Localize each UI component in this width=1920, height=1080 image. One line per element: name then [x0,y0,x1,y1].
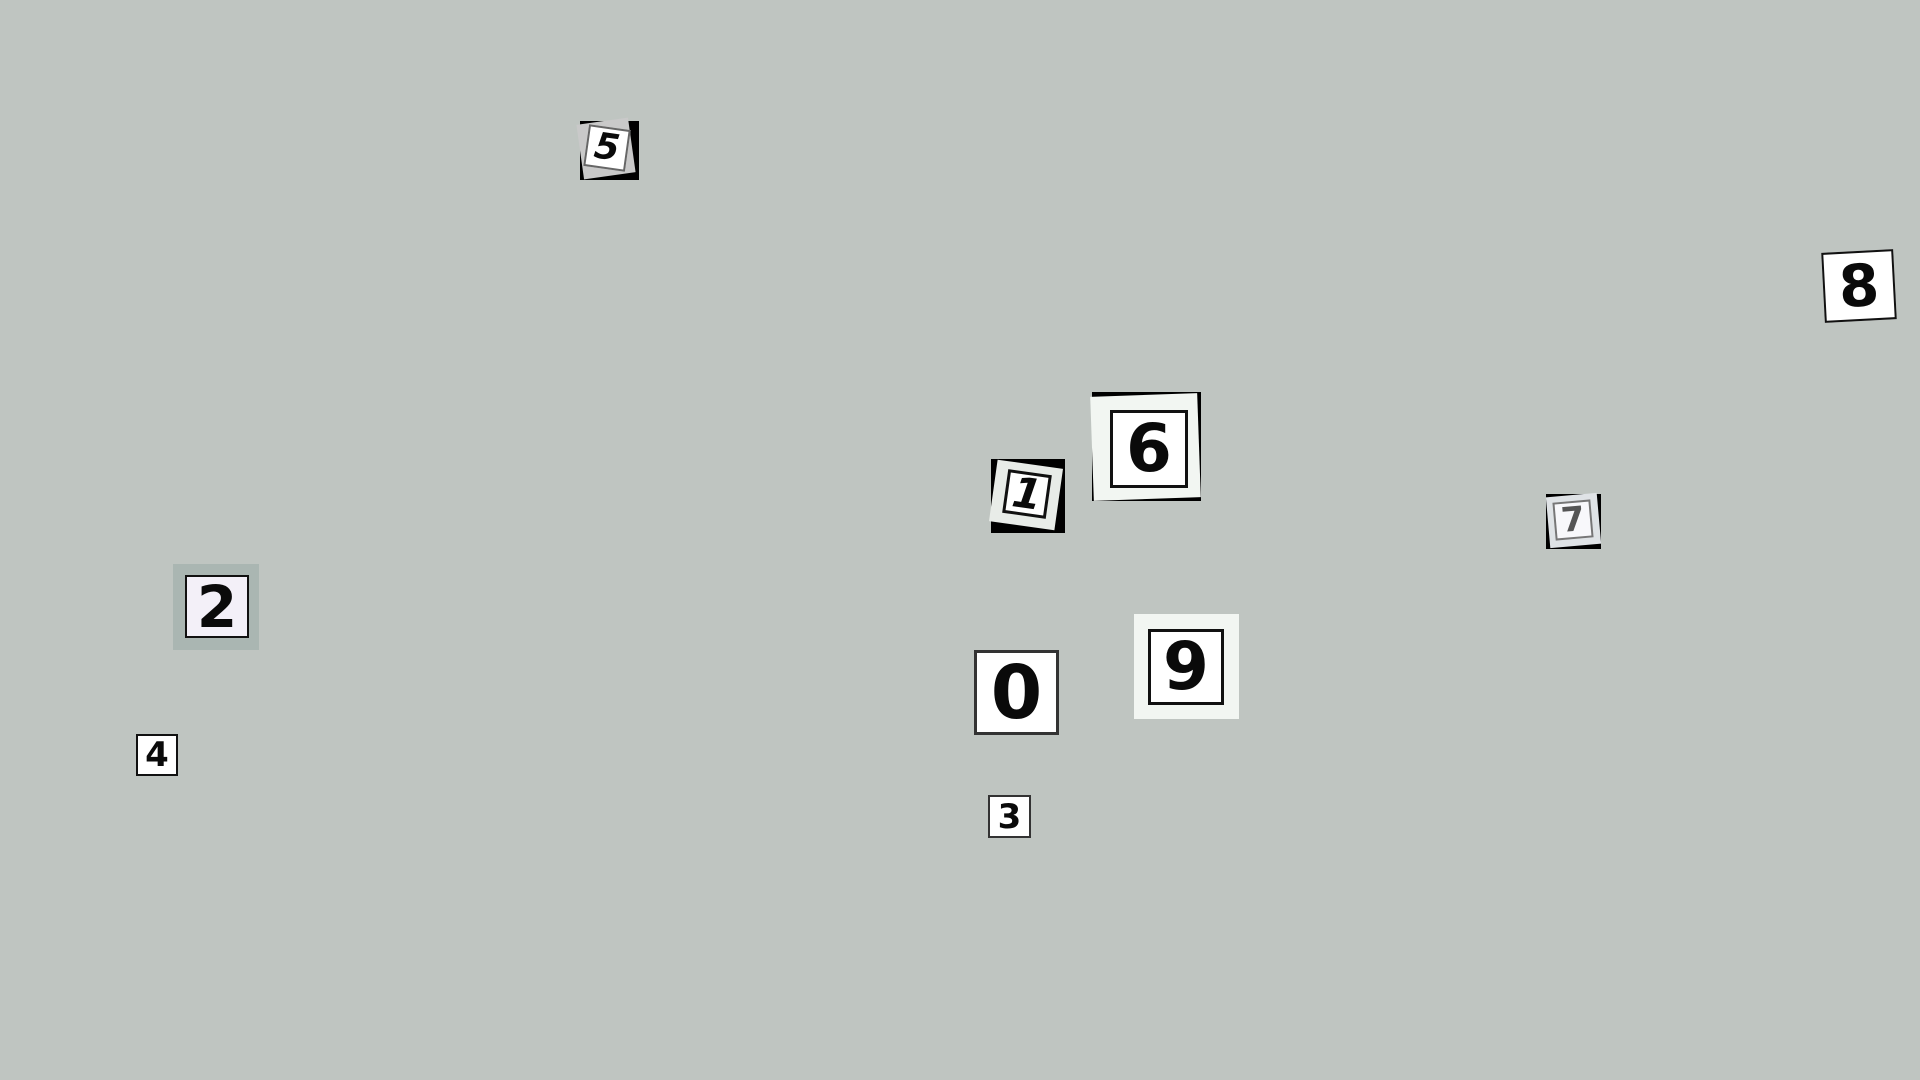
digit-tile-7 [1546,494,1601,549]
digit-label: 2 [185,575,249,638]
digit-label: 1 [1002,469,1052,519]
digit-label: 4 [136,734,178,776]
digit-tile-0 [974,650,1059,735]
digit-label: 5 [583,124,630,171]
digit-tile-8 [1823,251,1895,323]
digit-label: 0 [974,650,1059,735]
digit-tile-1 [991,459,1065,533]
digit-tile-3 [988,795,1031,838]
digit-label: 9 [1148,629,1224,705]
digit-tile-6 [1092,392,1201,501]
digit-tile-9 [1134,614,1239,719]
digit-tile-4 [136,734,178,776]
digit-tile-5 [580,121,639,180]
digit-label: 8 [1821,249,1897,323]
digit-label: 3 [988,795,1031,838]
digit-label: 6 [1110,410,1188,488]
digit-label: 7 [1552,499,1593,540]
digit-tile-2 [173,564,259,650]
